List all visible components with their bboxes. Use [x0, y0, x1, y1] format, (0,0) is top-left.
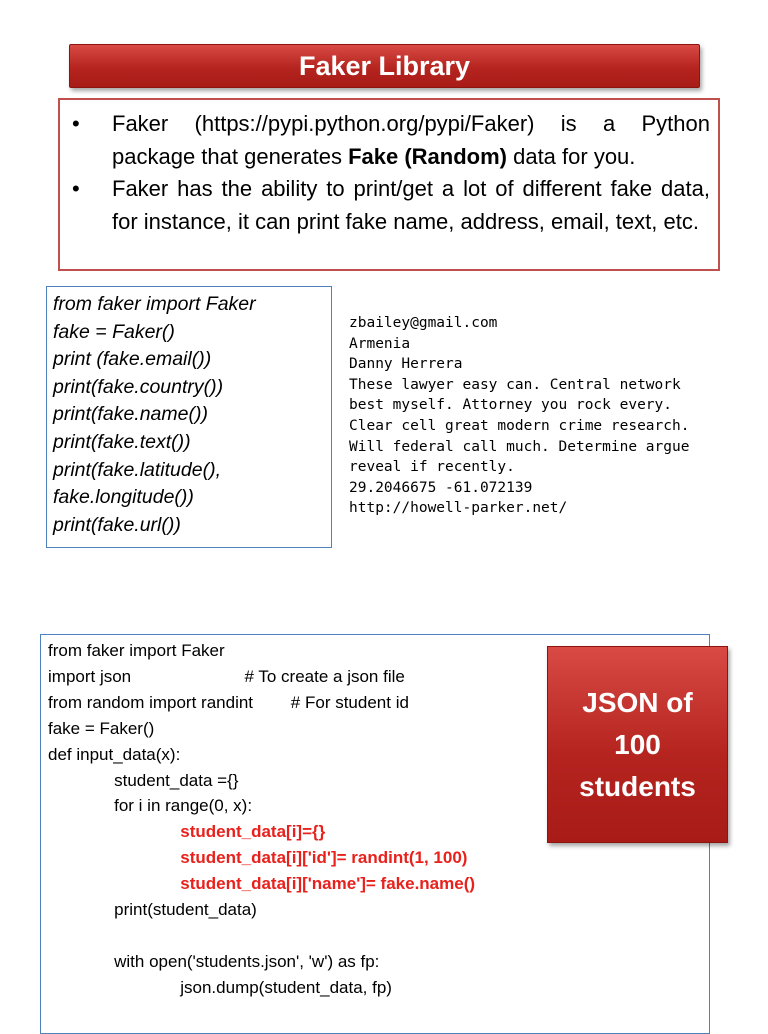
code-line: print (fake.email()) [53, 348, 212, 371]
code-line: with open('students.json', 'w') as fp: [48, 951, 380, 971]
output-line: reveal if recently. [349, 459, 515, 476]
highlighted-code-line: student_data[i]={} [48, 822, 326, 842]
code-line: print(fake.country()) [53, 375, 224, 398]
badge-label: JSON of 100 students [579, 686, 696, 802]
output-line: Will federal call much. Determine argue [349, 438, 690, 455]
highlighted-code-line: student_data[i]['id']= randint(1, 100) [48, 848, 468, 868]
output-line: http://howell-parker.net/ [349, 500, 568, 517]
code-line: def input_data(x): [48, 744, 181, 764]
output-line: These lawyer easy can. Central network [349, 376, 681, 393]
bullet-item [66, 108, 710, 173]
code-line: print(fake.text()) [53, 430, 191, 453]
code-line: print(student_data) [48, 900, 257, 920]
output-line: Armenia [349, 335, 411, 352]
code-line: print(fake.name()) [53, 403, 208, 426]
slide-title: Faker Library [298, 50, 471, 81]
output-line: zbailey@gmail.com [349, 315, 498, 331]
highlighted-code-line: student_data[i]['name']= fake.name() [48, 874, 476, 894]
console-output [349, 313, 739, 519]
bullet-item [66, 173, 710, 238]
code-line: import json # To create a json file [48, 666, 405, 686]
bullet-text: Faker has the ability to print/get a lot of different fake data, for instance, it can print fake name, address, email, text, etc. [112, 176, 710, 234]
slide-title-banner [69, 44, 700, 88]
bullet-icon: • [72, 111, 80, 136]
bullet-text: Faker (https://pypi.python.org/pypi/Faker) is a Python package that generates Fake (Random) data for you. [112, 111, 710, 169]
code-line: fake = Faker() [53, 320, 175, 343]
code-line: for i in range(0, x): [48, 796, 253, 816]
output-line: 29.2046675 -61.072139 [349, 479, 533, 496]
code-line: from random import randint # For student id [48, 692, 409, 712]
output-line: best myself. Attorney you rock every. [349, 397, 673, 414]
code-line: student_data ={} [48, 770, 239, 790]
code-line: from faker import Faker [53, 293, 256, 315]
intro-box [58, 98, 720, 271]
code-line: fake = Faker() [48, 718, 155, 738]
code-line: from faker import Faker [48, 641, 225, 660]
faker-code-sample [46, 286, 332, 548]
code-line: fake.longitude()) [53, 486, 194, 509]
output-line: Danny Herrera [349, 356, 463, 373]
code-line: print(fake.url()) [53, 513, 181, 536]
json-students-badge [547, 646, 728, 843]
blank-line [48, 923, 709, 949]
bullet-icon: • [72, 176, 80, 201]
code-line: json.dump(student_data, fp) [48, 977, 392, 997]
code-line: print(fake.latitude(), [53, 458, 221, 481]
output-line: Clear cell great modern crime research. [349, 417, 690, 434]
